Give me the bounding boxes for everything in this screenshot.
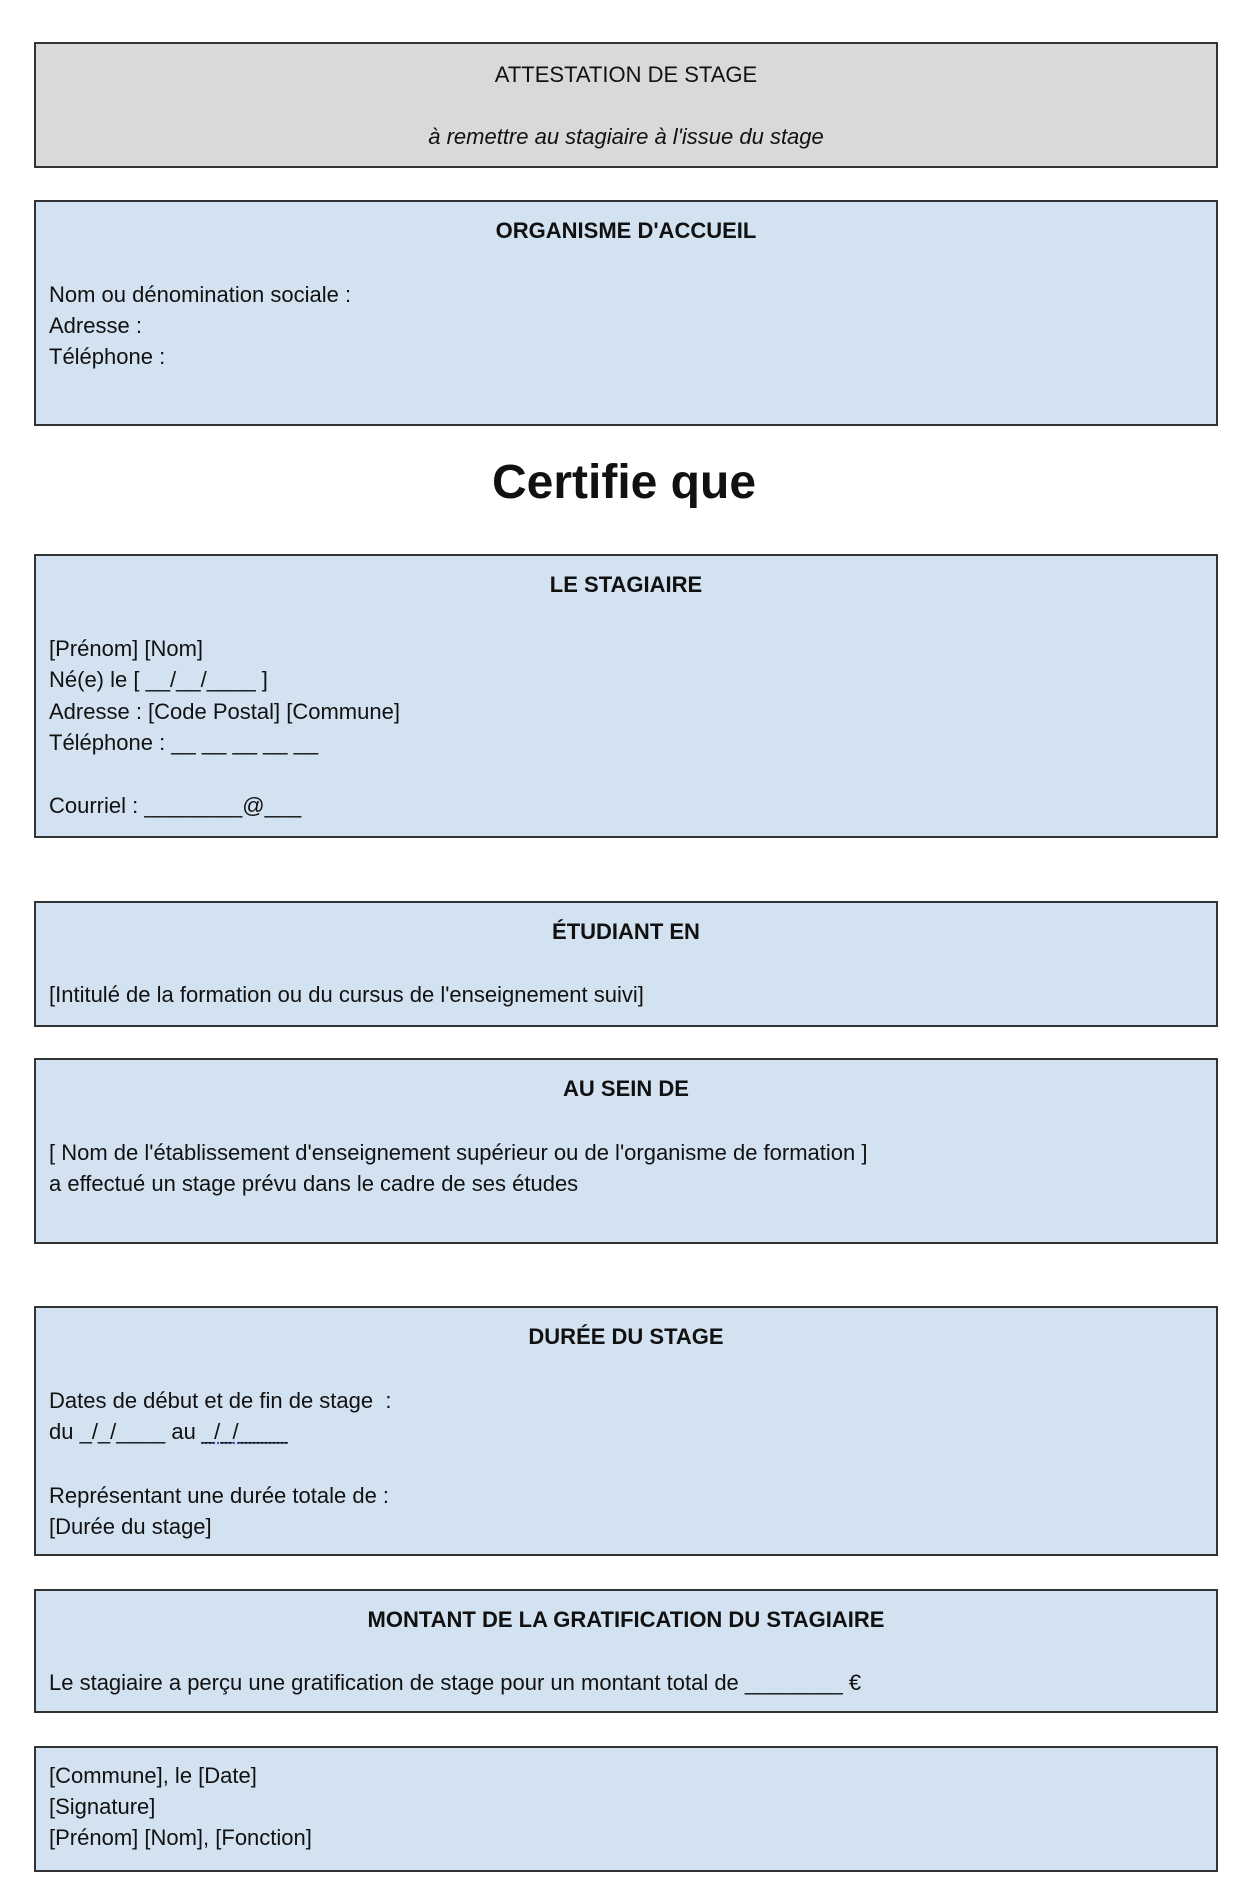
stagiaire-naissance: Né(e) le [ __/__/____ ] (49, 667, 268, 692)
stagiaire-telephone: Téléphone : __ __ __ __ __ (49, 730, 319, 755)
duree-dates-du: du _/_/____ au (49, 1419, 202, 1444)
etudiant-title: ÉTUDIANT EN (552, 919, 700, 944)
ausein-effectue: a effectué un stage prévu dans le cadre de ses études (49, 1171, 579, 1196)
ausein-title: AU SEIN DE (563, 1076, 689, 1101)
ausein-box (34, 1058, 1218, 1244)
signature-lieu-date: [Commune], le [Date] (49, 1763, 257, 1788)
organisme-title: ORGANISME D'ACCUEIL (495, 218, 757, 243)
duree-dates-label: Dates de début et de fin de stage : (49, 1388, 392, 1413)
ausein-etablissement: [ Nom de l'établissement d'enseignement supérieur ou de l'organisme de formation ] (49, 1140, 868, 1165)
stagiaire-box (34, 554, 1218, 838)
document-title: ATTESTATION DE STAGE (494, 62, 758, 87)
etudiant-box (34, 901, 1218, 1027)
stagiaire-courriel: Courriel : ________@___ (49, 793, 302, 818)
signature-signature: [Signature] (49, 1794, 156, 1819)
duree-box (34, 1306, 1218, 1556)
gratification-title: MONTANT DE LA GRATIFICATION DU STAGIAIRE (367, 1607, 885, 1632)
organisme-nom: Nom ou dénomination sociale : (49, 282, 352, 307)
gratification-text: Le stagiaire a perçu une gratification de stage pour un montant total de ________ € (49, 1670, 862, 1695)
duree-total-label: Représentant une durée totale de : (49, 1483, 390, 1508)
duree-total-value: [Durée du stage] (49, 1514, 212, 1539)
stagiaire-adresse: Adresse : [Code Postal] [Commune] (49, 699, 400, 724)
document-subtitle: à remettre au stagiaire à l'issue du stage (428, 124, 824, 149)
header-box (34, 42, 1218, 168)
signature-box (34, 1746, 1218, 1872)
duree-dates-values (49, 1419, 288, 1445)
stagiaire-nom: [Prénom] [Nom] (49, 636, 204, 661)
duree-title: DURÉE DU STAGE (528, 1324, 724, 1349)
certifie-heading: Certifie que (491, 456, 757, 509)
stagiaire-title: LE STAGIAIRE (549, 572, 703, 597)
signature-signataire: [Prénom] [Nom], [Fonction] (49, 1825, 312, 1850)
gratification-box (34, 1589, 1218, 1713)
organisme-adresse: Adresse : (49, 313, 142, 338)
etudiant-formation: [Intitulé de la formation ou du cursus de l'enseignement suivi] (49, 982, 644, 1007)
organisme-box (34, 200, 1218, 426)
duree-dates-fin: _/_/____ (201, 1419, 288, 1444)
organisme-telephone: Téléphone : (49, 344, 166, 369)
